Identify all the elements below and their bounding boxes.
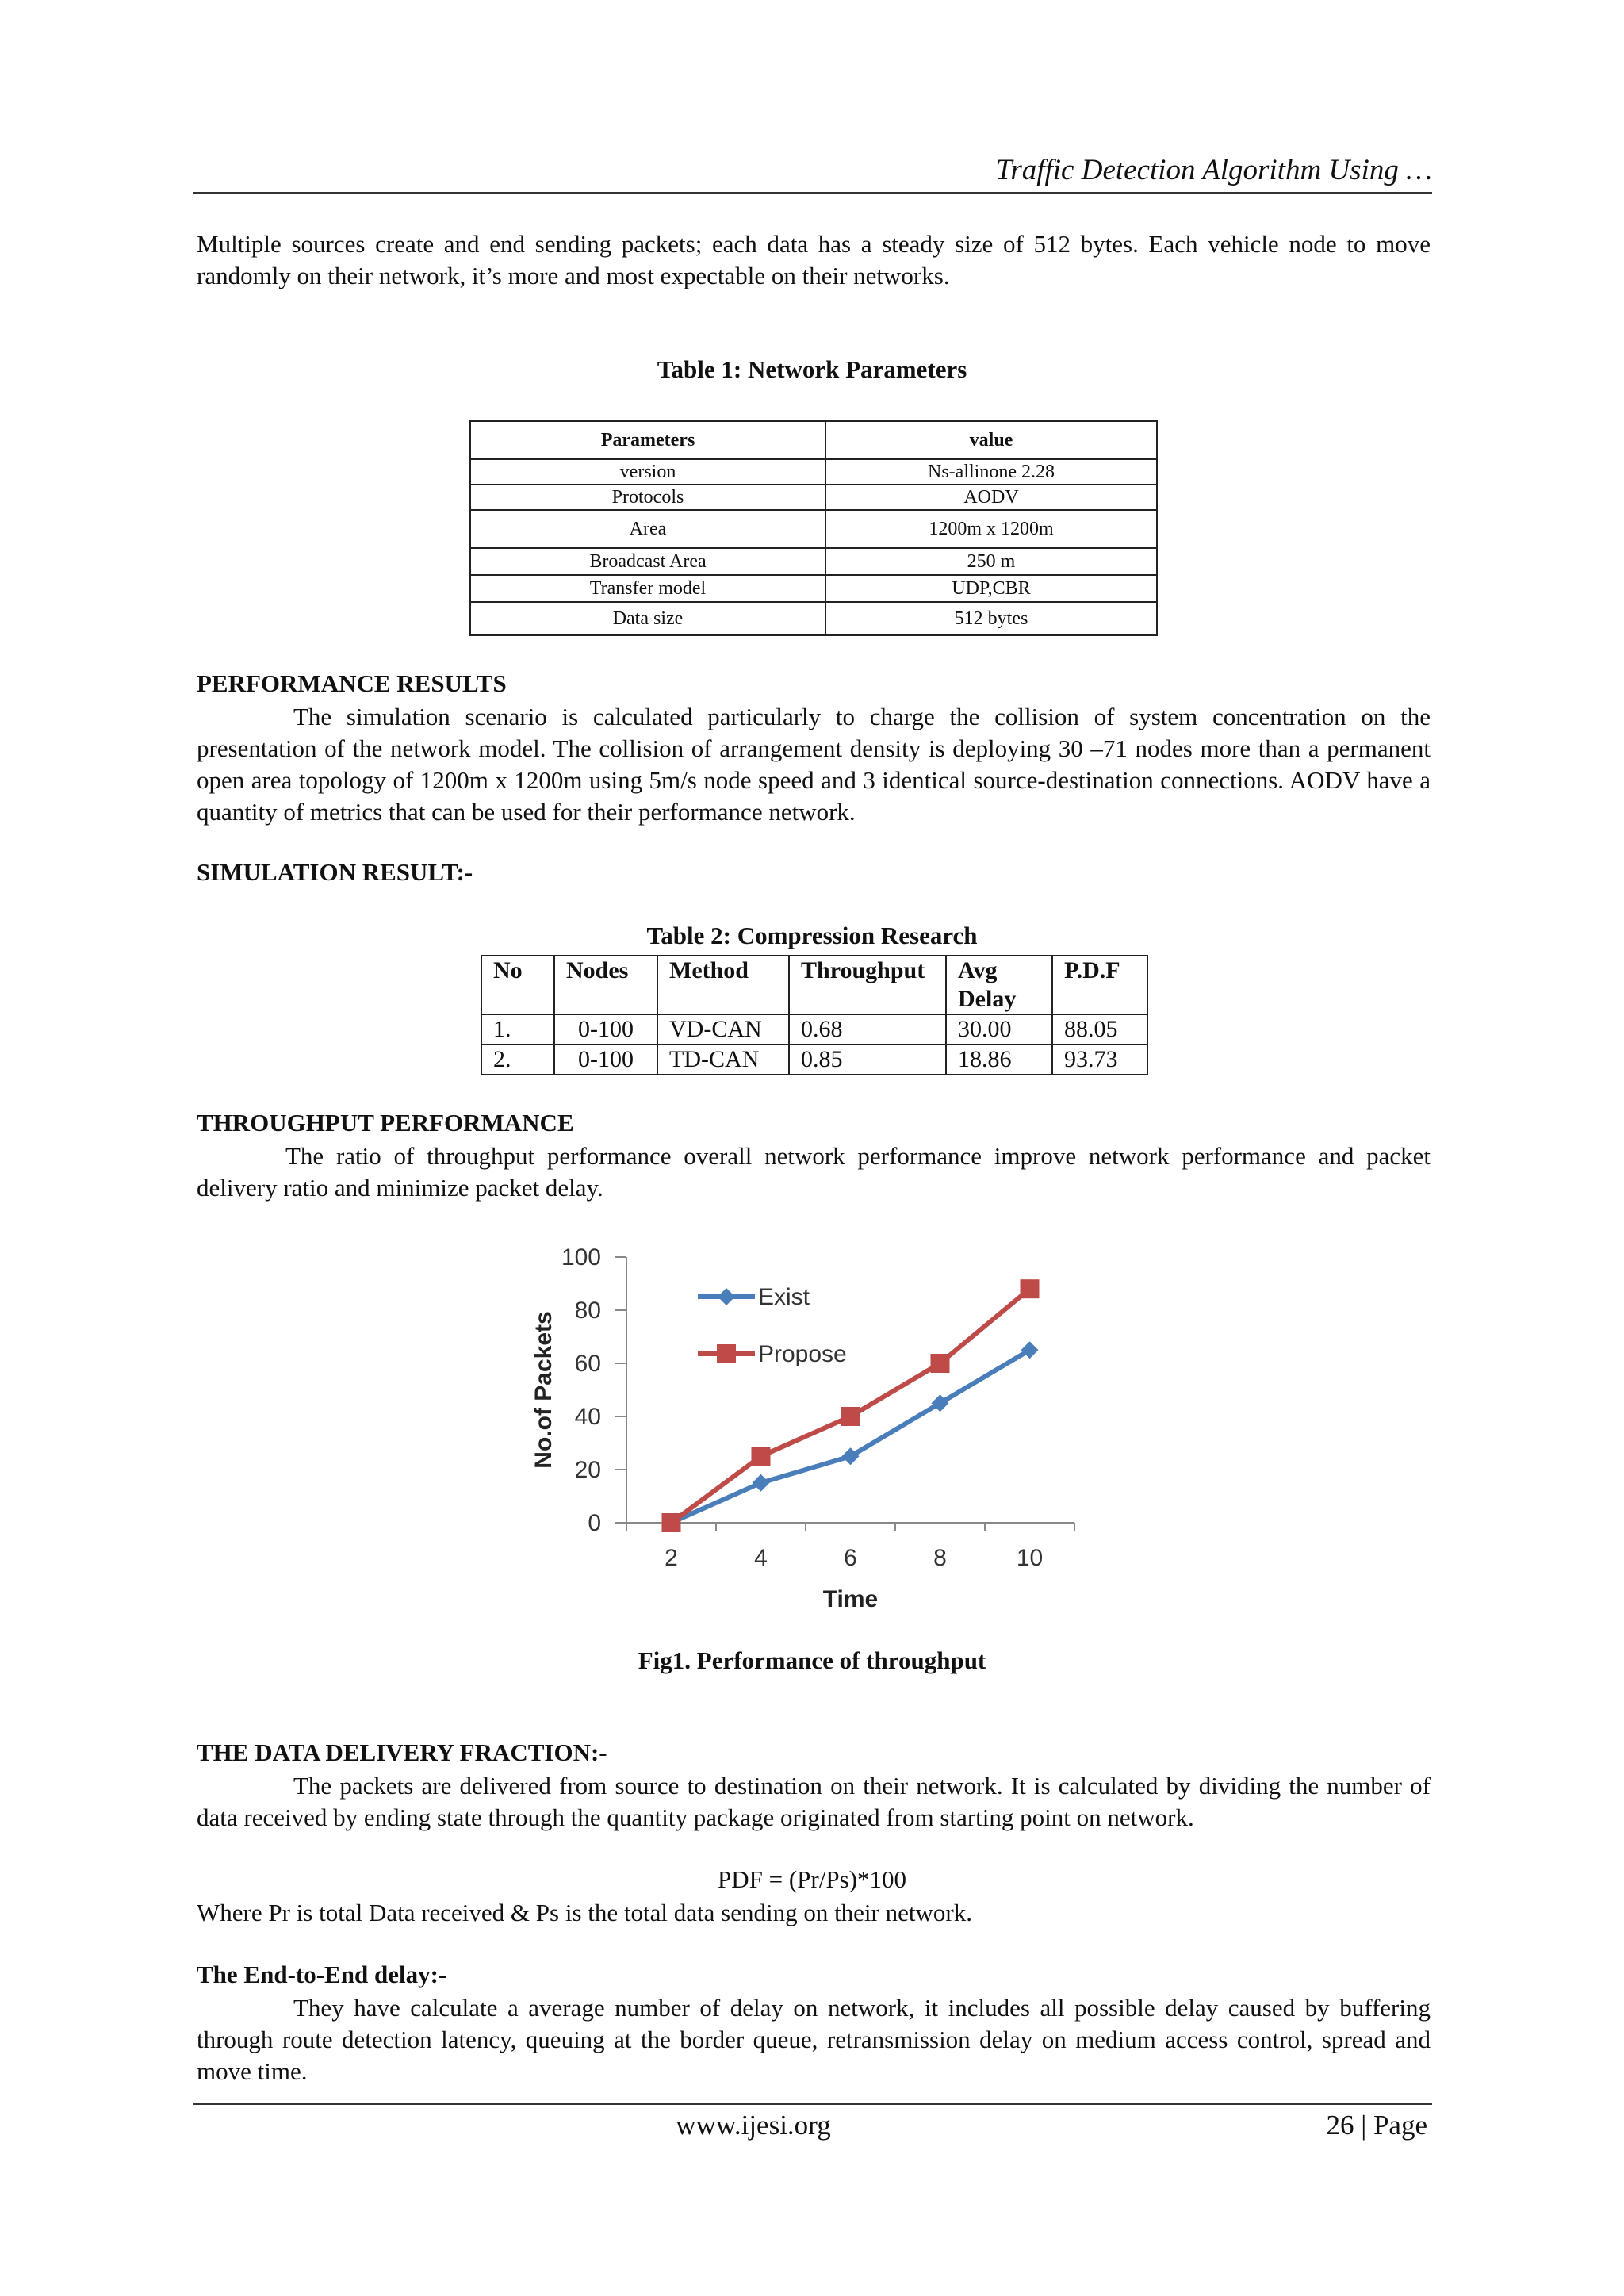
table-header-cell: P.D.F bbox=[1052, 956, 1147, 1014]
table-cell: 250 m bbox=[825, 548, 1157, 575]
header-rule bbox=[193, 192, 1432, 194]
table-cell: 88.05 bbox=[1052, 1014, 1147, 1045]
x-tick-label: 4 bbox=[754, 1545, 768, 1571]
table-header-row bbox=[481, 956, 1147, 1014]
data-point-propose bbox=[752, 1447, 771, 1466]
table-cell: TD-CAN bbox=[657, 1045, 789, 1075]
data-point-propose bbox=[841, 1407, 860, 1426]
table-header-cell: Method bbox=[657, 956, 789, 1014]
compression-research-table bbox=[481, 955, 1148, 1075]
data-point-propose bbox=[1021, 1279, 1040, 1298]
table-cell: 2. bbox=[481, 1045, 554, 1075]
figure-caption: Fig1. Performance of throughput bbox=[638, 1646, 986, 1674]
footer-page-number: 26 | Page bbox=[1326, 2110, 1427, 2141]
throughput-heading: THROUGHPUT PERFORMANCE bbox=[197, 1109, 574, 1137]
table-cell: Area bbox=[470, 510, 825, 548]
y-tick-label: 80 bbox=[574, 1297, 601, 1324]
table-header-row bbox=[470, 421, 1157, 459]
x-tick-label: 8 bbox=[933, 1545, 947, 1571]
table-cell: 0-100 bbox=[554, 1014, 657, 1045]
table-row bbox=[481, 1045, 1147, 1075]
throughput-paragraph bbox=[197, 1140, 1431, 1204]
table-row bbox=[470, 510, 1157, 548]
table-cell: Transfer model bbox=[470, 575, 825, 602]
x-tick-label: 2 bbox=[665, 1545, 678, 1571]
delay-paragraph bbox=[197, 1992, 1431, 2087]
table-cell: 93.73 bbox=[1052, 1045, 1147, 1075]
table-cell: VD-CAN bbox=[657, 1014, 789, 1045]
y-tick-label: 20 bbox=[574, 1457, 601, 1483]
y-tick-label: 40 bbox=[574, 1404, 601, 1430]
simulation-heading: SIMULATION RESULT:- bbox=[197, 858, 473, 886]
table-cell: Broadcast Area bbox=[470, 548, 825, 575]
table-header-cell: Parameters bbox=[470, 421, 825, 459]
y-tick-label: 0 bbox=[588, 1510, 601, 1536]
table-cell: Ns-allinone 2.28 bbox=[825, 459, 1157, 485]
series-line-propose bbox=[672, 1289, 1030, 1523]
pdf-paragraph bbox=[197, 1770, 1431, 1834]
data-point-propose bbox=[931, 1354, 950, 1373]
pdf-heading: THE DATA DELIVERY FRACTION:- bbox=[197, 1738, 607, 1766]
table-row bbox=[470, 548, 1157, 575]
table-row bbox=[470, 485, 1157, 510]
table-row bbox=[470, 575, 1157, 602]
intro-paragraph: Multiple sources create and end sending packets; each data has a steady size of 512 bytes. Each vehicle node to move randomly on their network, it’s more and most expectable on their networks. bbox=[197, 230, 1431, 289]
table-cell: 512 bytes bbox=[825, 602, 1157, 635]
table2-caption: Table 2: Compression Research bbox=[646, 922, 978, 949]
table-header-cell: value bbox=[825, 421, 1157, 459]
table-cell: Data size bbox=[470, 602, 825, 635]
footer-rule bbox=[193, 2103, 1432, 2105]
performance-text: The simulation scenario is calculated particularly to charge the collision of system concentration on the presentation of the network model. The collision of arrangement density is deploying 30 –71 nodes more than a permanent open area topology of 1200m x 1200m using 5m/s node speed and 3 identical source-destination connections. AODV have a quantity of metrics that can be used for their performance network. bbox=[197, 703, 1431, 826]
delay-heading: The End-to-End delay:- bbox=[197, 1961, 447, 1988]
y-axis-label: No.of Packets bbox=[530, 1311, 557, 1469]
chart-series bbox=[662, 1279, 1040, 1532]
table-cell: 0.68 bbox=[789, 1014, 946, 1045]
table1-caption: Table 1: Network Parameters bbox=[657, 355, 967, 383]
legend-marker-propose bbox=[717, 1344, 736, 1363]
table-cell: 0-100 bbox=[554, 1045, 657, 1075]
performance-heading: PERFORMANCE RESULTS bbox=[197, 669, 507, 697]
table-cell: Protocols bbox=[470, 485, 825, 510]
x-axis-label: Time bbox=[822, 1586, 879, 1612]
table-cell: 0.85 bbox=[789, 1045, 946, 1075]
y-tick-label: 60 bbox=[574, 1351, 601, 1377]
table-cell: 1200m x 1200m bbox=[825, 510, 1157, 548]
running-title: Traffic Detection Algorithm Using … bbox=[995, 154, 1432, 186]
data-point-exist bbox=[753, 1474, 770, 1492]
table-cell: 18.86 bbox=[946, 1045, 1052, 1075]
legend-label-propose: Propose bbox=[758, 1341, 847, 1367]
table-cell: UDP,CBR bbox=[825, 575, 1157, 602]
table-header-cell: Nodes bbox=[554, 956, 657, 1014]
chart-legend bbox=[698, 1284, 847, 1367]
table-header-cell: No bbox=[481, 956, 554, 1014]
performance-paragraph bbox=[197, 701, 1431, 828]
footer-url: www.ijesi.org bbox=[676, 2110, 831, 2141]
legend-label-exist: Exist bbox=[758, 1284, 810, 1310]
table-row bbox=[481, 1014, 1147, 1045]
table-header-cell: Avg Delay bbox=[946, 956, 1052, 1014]
throughput-text: The ratio of throughput performance overall network performance improve network performance and packet delivery ratio and minimize packet delay. bbox=[197, 1142, 1431, 1202]
data-point-propose bbox=[662, 1513, 681, 1532]
x-tick-label: 6 bbox=[844, 1545, 857, 1571]
table-cell: 1. bbox=[481, 1014, 554, 1045]
table-row bbox=[470, 602, 1157, 635]
table-cell: version bbox=[470, 459, 825, 485]
network-parameters-table bbox=[469, 420, 1158, 636]
table-header-cell: Throughput bbox=[789, 956, 946, 1014]
legend-marker-exist bbox=[718, 1288, 735, 1305]
pdf-formula: PDF = (Pr/Ps)*100 bbox=[718, 1865, 906, 1893]
table-row bbox=[470, 459, 1157, 485]
series-line-exist bbox=[672, 1350, 1030, 1523]
pdf-text: The packets are delivered from source to destination on their network. It is calculated by dividing the number of data received by ending state through the quantity package originated from starting point on network. bbox=[197, 1772, 1431, 1831]
table-cell: 30.00 bbox=[946, 1014, 1052, 1045]
throughput-chart bbox=[515, 1237, 1086, 1618]
delay-text: They have calculate a average number of delay on network, it includes all possible delay caused by buffering through route detection latency, queuing at the border queue, retransmission delay on medium access control, spread and move time. bbox=[197, 1994, 1431, 2085]
pdf-where: Where Pr is total Data received & Ps is the total data sending on their network. bbox=[197, 1899, 972, 1926]
x-tick-label: 10 bbox=[1016, 1545, 1044, 1571]
table-cell: AODV bbox=[825, 485, 1157, 510]
y-tick-label: 100 bbox=[561, 1244, 601, 1271]
